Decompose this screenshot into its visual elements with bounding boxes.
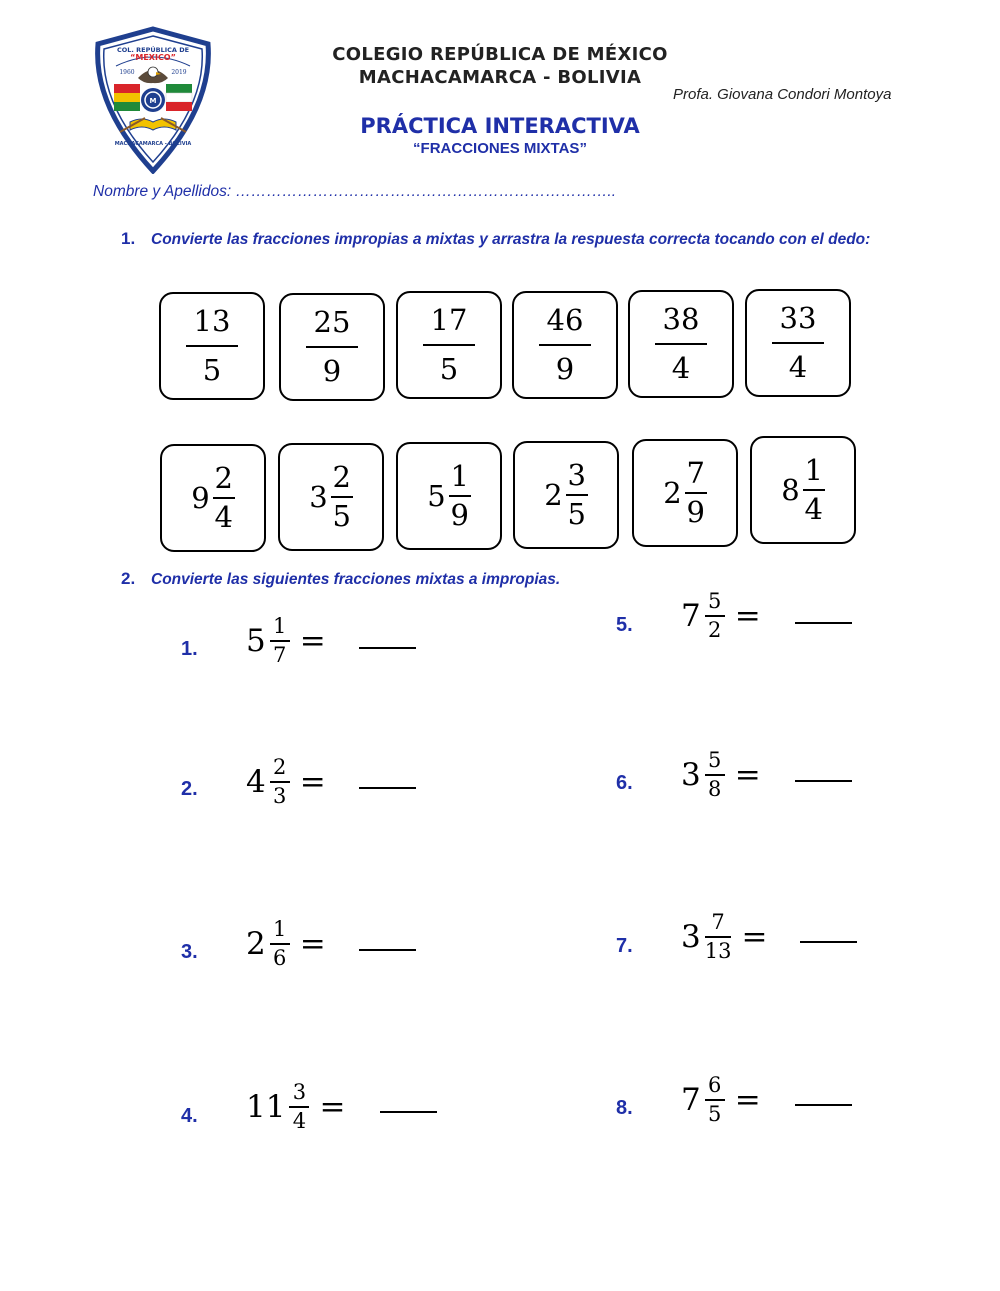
mixed-whole: 2	[544, 478, 563, 512]
school-place: MACHACAMARCA - BOLIVIA	[358, 67, 642, 88]
exercise-expression	[681, 591, 761, 641]
exercise-expression	[681, 1075, 761, 1125]
equals-sign: =	[734, 597, 761, 634]
exercise-whole: 5	[246, 622, 266, 659]
exercise-whole: 7	[681, 597, 701, 634]
equals-sign: =	[299, 622, 326, 659]
exercise-numerator: 2	[273, 755, 287, 779]
mixed-whole: 9	[191, 481, 210, 515]
mixed-denominator: 4	[804, 492, 823, 526]
exercise-number: 1.	[181, 638, 198, 660]
school-name: COLEGIO REPÚBLICA DE MÉXICO	[332, 44, 668, 65]
mixed-denominator: 5	[332, 499, 351, 533]
exercise-number: 2.	[181, 778, 198, 800]
mixed-numerator: 3	[567, 458, 586, 492]
fraction-numerator: 33	[779, 301, 817, 335]
equals-sign: =	[299, 763, 326, 800]
question-2-instructions: Convierte las siguientes fracciones mixtas a impropias.	[151, 571, 561, 588]
answer-blank[interactable]	[359, 647, 416, 649]
fraction-denominator: 4	[788, 350, 808, 384]
exercise-number: 4.	[181, 1105, 198, 1127]
exercise-whole: 4	[246, 763, 266, 800]
exercise-number: 8.	[616, 1097, 633, 1119]
mixed-answer-card[interactable]	[396, 442, 502, 550]
exercise-expression	[246, 919, 326, 969]
mixed-denominator: 9	[450, 498, 469, 532]
exercise-expression	[246, 616, 326, 666]
logo-year-right: 2019	[171, 69, 187, 76]
exercise-whole: 3	[681, 756, 701, 793]
question-1-number: 1.	[121, 229, 136, 248]
mixed-answer-card[interactable]	[160, 444, 266, 552]
equals-sign: =	[734, 756, 761, 793]
improper-fraction-card[interactable]	[512, 291, 618, 399]
fraction-numerator: 25	[313, 305, 351, 339]
fraction-numerator: 46	[546, 303, 584, 337]
answer-blank[interactable]	[795, 1104, 852, 1106]
fraction-denominator: 9	[555, 352, 575, 386]
logo-name: “MEXICO”	[130, 53, 176, 62]
improper-fraction-card[interactable]	[396, 291, 502, 399]
exercise-whole: 3	[681, 918, 701, 955]
logo-top-text: COL. REPÚBLICA DE	[116, 46, 190, 54]
exercise-denominator: 8	[708, 776, 722, 801]
exercise-denominator: 6	[273, 945, 287, 970]
teacher-name: Profa. Giovana Condori Montoya	[673, 86, 892, 103]
exercise-numerator: 1	[273, 614, 287, 638]
fraction-denominator: 4	[671, 351, 691, 385]
exercise-denominator: 2	[708, 617, 722, 642]
mixed-numerator: 2	[214, 461, 233, 495]
logo-year-left: 1960	[119, 69, 135, 76]
answer-blank[interactable]	[359, 787, 416, 789]
exercise-denominator: 13	[704, 938, 732, 963]
fraction-numerator: 13	[193, 304, 231, 338]
equals-sign: =	[299, 925, 326, 962]
exercise-number: 3.	[181, 941, 198, 963]
exercise-expression	[246, 757, 326, 807]
exercise-numerator: 7	[711, 910, 725, 934]
improper-fraction-card[interactable]	[745, 289, 851, 397]
exercise-number: 6.	[616, 772, 633, 794]
improper-fraction-card[interactable]	[279, 293, 385, 401]
mixed-whole: 5	[427, 479, 446, 513]
exercise-numerator: 5	[708, 748, 722, 772]
exercise-whole: 7	[681, 1081, 701, 1118]
answer-blank[interactable]	[380, 1111, 437, 1113]
answer-blank[interactable]	[800, 941, 857, 943]
equals-sign: =	[741, 918, 768, 955]
fraction-denominator: 5	[439, 352, 459, 386]
mixed-numerator: 2	[332, 460, 351, 494]
question-1-instructions: Convierte las fracciones impropias a mixtas y arrastra la respuesta correcta tocando con el dedo:	[151, 231, 871, 248]
exercise-denominator: 5	[708, 1101, 722, 1126]
answer-blank[interactable]	[795, 780, 852, 782]
answer-blank[interactable]	[359, 949, 416, 951]
fraction-denominator: 9	[322, 354, 342, 388]
mixed-denominator: 4	[214, 500, 233, 534]
exercise-number: 7.	[616, 935, 633, 957]
improper-fraction-card[interactable]	[159, 292, 265, 400]
exercise-whole: 11	[246, 1088, 286, 1125]
fraction-numerator: 17	[430, 303, 468, 337]
mixed-denominator: 5	[567, 497, 586, 531]
fraction-denominator: 5	[202, 353, 222, 387]
mixed-whole: 8	[781, 473, 800, 507]
mixed-answer-card[interactable]	[278, 443, 384, 551]
mixed-numerator: 7	[686, 456, 705, 490]
exercise-expression	[681, 750, 761, 800]
exercise-numerator: 1	[273, 917, 287, 941]
mixed-answer-card[interactable]	[750, 436, 856, 544]
fraction-numerator: 38	[662, 302, 700, 336]
equals-sign: =	[734, 1081, 761, 1118]
student-name-line[interactable]: Nombre y Apellidos: ………………………………………………………………..	[93, 183, 617, 200]
exercise-denominator: 7	[273, 642, 287, 667]
exercise-expression	[246, 1082, 345, 1132]
page-subtitle: “FRACCIONES MIXTAS”	[413, 140, 587, 157]
exercise-numerator: 6	[708, 1073, 722, 1097]
mixed-whole: 3	[309, 480, 328, 514]
mixed-numerator: 1	[450, 459, 469, 493]
school-logo-icon	[90, 26, 216, 174]
exercise-number: 5.	[616, 614, 633, 636]
exercise-expression	[681, 912, 767, 962]
exercise-denominator: 4	[292, 1108, 307, 1133]
exercise-numerator: 3	[292, 1080, 307, 1104]
answer-blank[interactable]	[795, 622, 852, 624]
mixed-whole: 2	[663, 476, 682, 510]
exercise-denominator: 3	[273, 783, 287, 808]
page-title: PRÁCTICA INTERACTIVA	[360, 114, 640, 138]
equals-sign: =	[319, 1088, 346, 1125]
logo-bottom-text: MACHACAMARCA - BOLIVIA	[114, 141, 192, 147]
exercise-whole: 2	[246, 925, 266, 962]
exercise-numerator: 5	[708, 589, 722, 613]
svg-text:M: M	[149, 97, 157, 105]
improper-fraction-card[interactable]	[628, 290, 734, 398]
mixed-denominator: 9	[686, 495, 705, 529]
question-2-number: 2.	[121, 569, 136, 588]
mixed-answer-card[interactable]	[632, 439, 738, 547]
mixed-numerator: 1	[804, 453, 823, 487]
mixed-answer-card[interactable]	[513, 441, 619, 549]
